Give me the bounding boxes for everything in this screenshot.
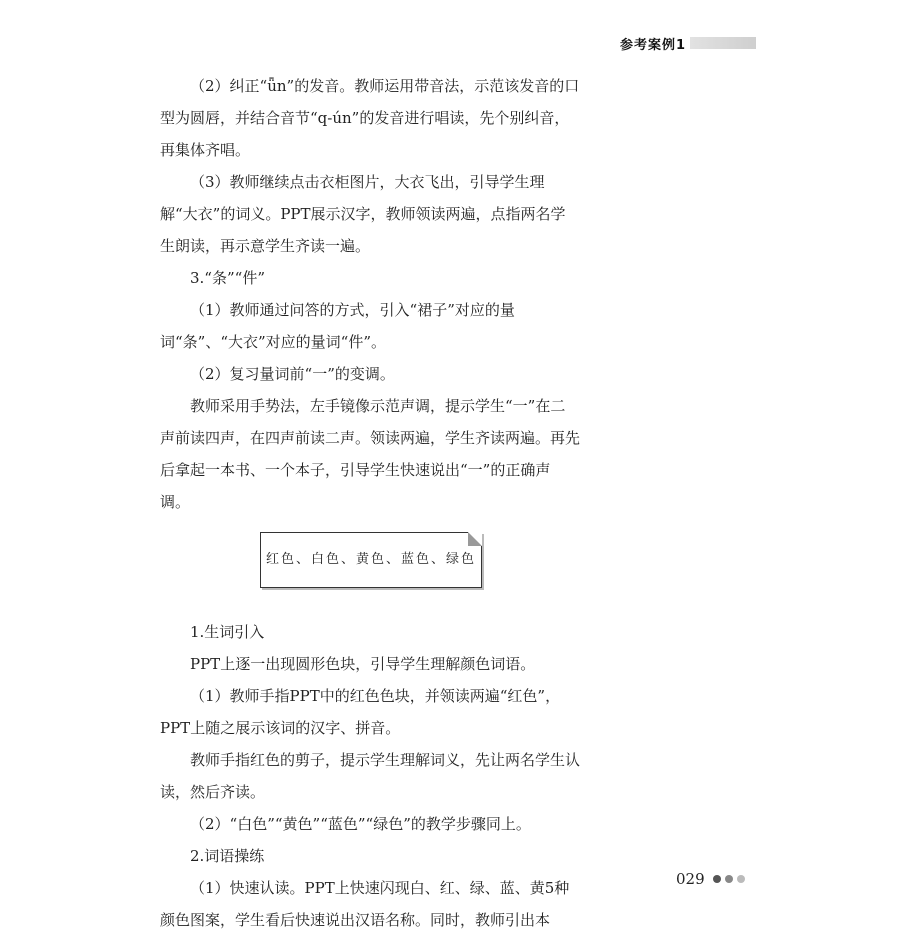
- paragraph: （2）复习量词前“一”的变调。: [190, 365, 395, 383]
- paragraph: 教师采用手势法，左手镜像示范声调，提示学生“一”在二声前读四声，在四声前读二声。领读两遍，学生齐读两遍。再先后拿起一本书、一个本子，引导学生快速说出“一”的正确声调。: [160, 397, 581, 511]
- paragraph: （3）教师继续点击衣柜图片，大衣飞出，引导学生理解“大衣”的词义。PPT展示汉字，教师领读两遍，点指两名学生朗读，再示意学生齐读一遍。: [160, 173, 566, 255]
- page-dot-icon: [737, 875, 745, 883]
- paragraph: 教师手指红色的剪子，提示学生理解词义，先让两名学生认读，然后齐读。: [160, 751, 581, 801]
- vocabulary-callout-text: 红色、白色、黄色、蓝色、绿色: [265, 552, 476, 567]
- paragraph: （1）快速认读。PPT上快速闪现白、红、绿、蓝、黄5种颜色图案，学生看后快速说出汉语名称。同时，教师引出本: [160, 879, 570, 929]
- paragraph: （1）教师手指PPT中的红色色块，并领读两遍“红色”，PPT上随之展示该词的汉字、拼音。: [160, 687, 561, 737]
- paragraph: （1）教师通过问答的方式，引入“裙子”对应的量词“条”、“大衣”对应的量词“件”。: [160, 301, 515, 351]
- subheading: 3.“条”“件”: [190, 269, 265, 287]
- paragraph: （2）“白色”“黄色”“蓝色”“绿色”的教学步骤同上。: [190, 815, 531, 833]
- header-decoration-bar: [690, 37, 756, 49]
- page-dot-icon: [725, 875, 733, 883]
- paragraph: PPT上逐一出现圆形色块，引导学生理解颜色词语。: [190, 655, 536, 673]
- page-dot-icon: [713, 875, 721, 883]
- page-number: 029: [676, 870, 705, 888]
- section-title: 参考案例1: [620, 38, 687, 53]
- subheading: 2.词语操练: [190, 847, 265, 865]
- vocabulary-callout-box: [260, 532, 482, 588]
- paragraph: （2）纠正“ǖn”的发音。教师运用带音法，示范该发音的口型为圆唇，并结合音节“q-ún”的发音进行唱读，先个别纠音，再集体齐唱。: [160, 77, 580, 159]
- subheading: 1.生词引入: [190, 623, 265, 641]
- vocabulary-callout-area: [160, 518, 580, 616]
- page-body: [160, 70, 580, 936]
- folded-corner-icon: [468, 532, 482, 546]
